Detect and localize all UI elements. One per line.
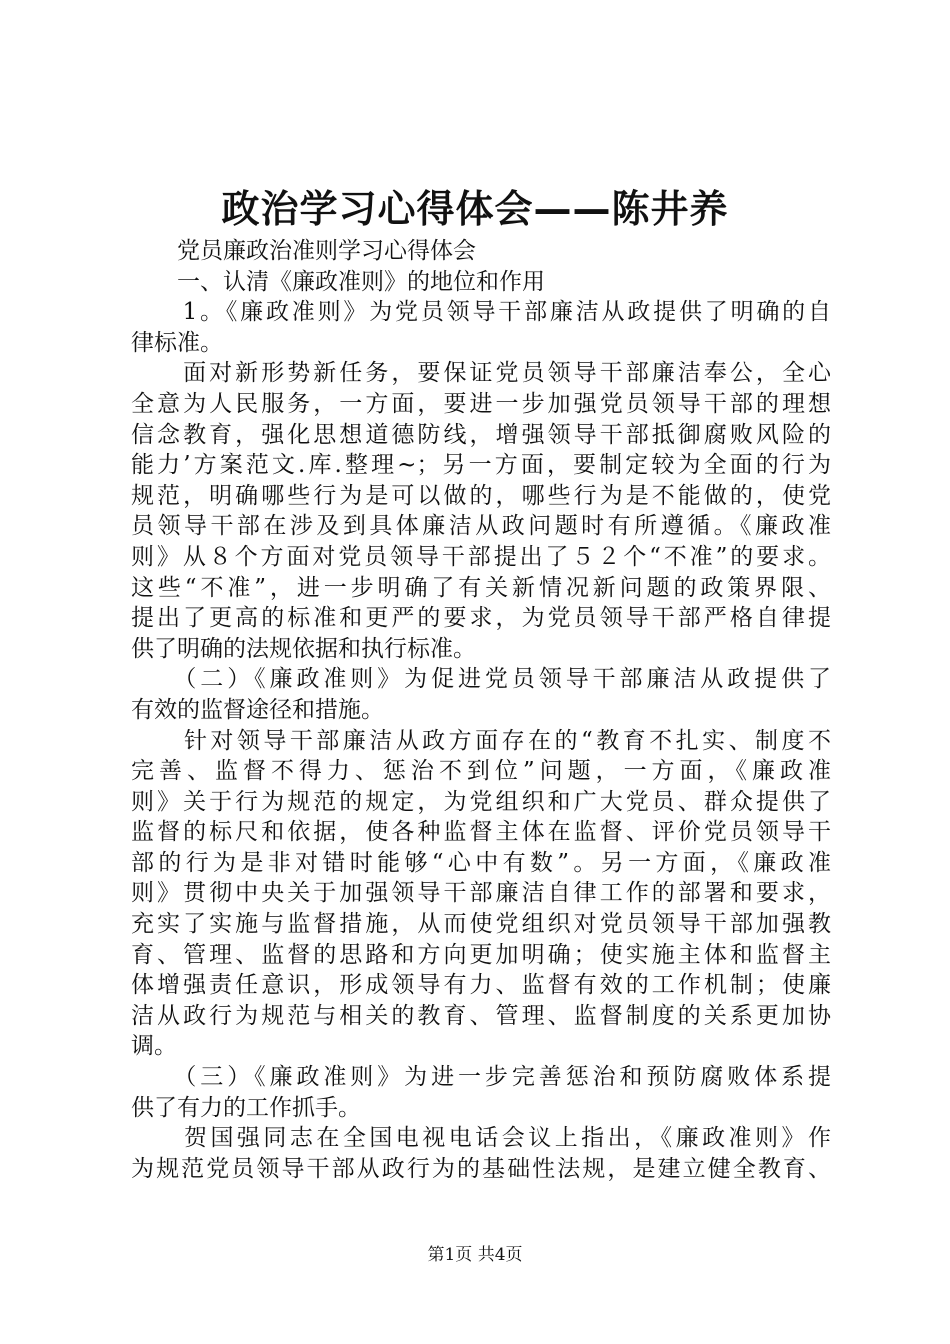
page-footer: 第1页 共4页 — [427, 1245, 523, 1265]
text-line: 信念教育，强化思想道德防线，增强领导干部抵御腐败风险的 — [131, 421, 831, 448]
text-line: 体增强责任意识，形成领导有力、监督有效的工作机制；使廉 — [131, 972, 831, 999]
text-line: 党员廉政治准则学习心得体会 — [131, 238, 476, 264]
text-line: 面对新形势新任务，要保证党员领导干部廉洁奉公，全心 — [131, 360, 831, 387]
text-line: 律标准。 — [131, 329, 223, 356]
text-line: 1。《廉政准则》为党员领导干部廉洁从政提供了明确的自 — [131, 299, 831, 326]
text-line: 调。 — [131, 1033, 177, 1060]
text-line: 洁从政行为规范与相关的教育、管理、监督制度的关系更加协 — [131, 1002, 831, 1029]
text-line: 这些“不准”，进一步明确了有关新情况新问题的政策界限、 — [131, 574, 831, 601]
text-line: 员领导干部在涉及到具体廉洁从政问题时有所遵循。《廉政准 — [131, 513, 831, 540]
text-line: 则》从８个方面对党员领导干部提出了５２个“不准”的要求。 — [131, 543, 831, 570]
text-line: 供了有力的工作抓手。 — [131, 1094, 361, 1121]
text-line: 贺国强同志在全国电视电话会议上指出，《廉政准则》作 — [131, 1125, 831, 1152]
text-line: 完善、监督不得力、惩治不到位”问题，一方面，《廉政准 — [131, 758, 831, 785]
text-line: （二）《廉政准则》为促进党员领导干部廉洁从政提供了 — [131, 666, 831, 693]
text-line: 供了明确的法规依据和执行标准。 — [131, 635, 476, 662]
text-line: 全意为人民服务，一方面，要进一步加强党员领导干部的理想 — [131, 390, 831, 417]
text-line: （三）《廉政准则》为进一步完善惩治和预防腐败体系提 — [131, 1064, 831, 1091]
document-title: 政治学习心得体会——陈井养 — [221, 187, 729, 231]
text-line: 则》关于行为规范的规定，为党组织和广大党员、群众提供了 — [131, 788, 831, 815]
text-line: 监督的标尺和依据，使各种监督主体在监督、评价党员领导干 — [131, 819, 831, 846]
text-line: 能力’方案范文.库.整理~；另一方面，要制定较为全面的行为 — [131, 452, 831, 479]
text-line: 则》贯彻中央关于加强领导干部廉洁自律工作的部署和要求， — [131, 880, 831, 907]
text-line: 规范，明确哪些行为是可以做的，哪些行为是不能做的，使党 — [131, 482, 831, 509]
text-line: 提出了更高的标准和更严的要求，为党员领导干部严格自律提 — [131, 605, 831, 632]
text-line: 有效的监督途径和措施。 — [131, 696, 384, 723]
text-line: 为规范党员领导干部从政行为的基础性法规，是建立健全教育、 — [131, 1155, 831, 1182]
text-line: 部的行为是非对错时能够“心中有数”。另一方面，《廉政准 — [131, 849, 831, 876]
text-line: 针对领导干部廉洁从政方面存在的“教育不扎实、制度不 — [131, 727, 831, 754]
text-line: 一、认清《廉政准则》的地位和作用 — [131, 268, 545, 295]
text-line: 育、管理、监督的思路和方向更加明确；使实施主体和监督主 — [131, 941, 831, 968]
document-body — [131, 236, 831, 1184]
text-line: 充实了实施与监督措施，从而使党组织对党员领导干部加强教 — [131, 911, 831, 938]
